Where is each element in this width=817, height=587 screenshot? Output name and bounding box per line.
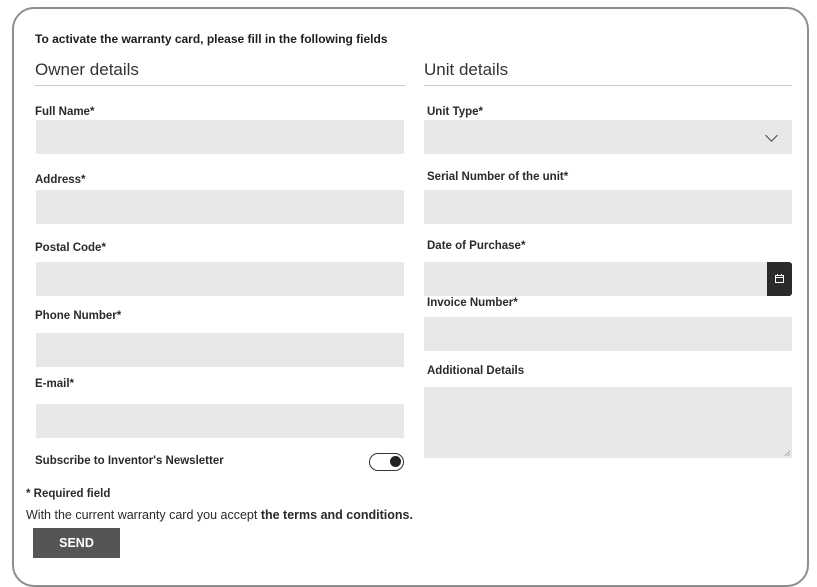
- email-label: E-mail*: [35, 378, 74, 390]
- required-field-note: * Required field: [26, 488, 111, 500]
- address-input[interactable]: [36, 190, 404, 224]
- newsletter-toggle[interactable]: [369, 453, 404, 471]
- postal-code-input[interactable]: [36, 262, 404, 296]
- unit-type-select[interactable]: [424, 120, 792, 154]
- chevron-down-icon: [765, 129, 778, 142]
- address-label: Address*: [35, 174, 86, 186]
- phone-number-input[interactable]: [36, 333, 404, 367]
- full-name-input[interactable]: [36, 120, 404, 154]
- date-of-purchase-input[interactable]: [424, 262, 767, 296]
- unit-type-label: Unit Type*: [427, 106, 484, 118]
- owner-details-title: Owner details: [35, 60, 139, 79]
- additional-details-label: Additional Details: [427, 365, 525, 377]
- unit-details-title: Unit details: [424, 60, 509, 79]
- terms-link[interactable]: the terms and conditions.: [260, 508, 413, 522]
- form-intro: To activate the warranty card, please fill in the following fields: [35, 32, 388, 46]
- phone-number-label: Phone Number*: [35, 310, 122, 322]
- postal-code-label: Postal Code*: [35, 242, 106, 254]
- date-of-purchase-label: Date of Purchase*: [427, 240, 526, 252]
- calendar-icon: [775, 274, 784, 283]
- send-button[interactable]: SEND: [33, 528, 120, 558]
- toggle-knob: [390, 456, 401, 467]
- owner-details-divider: [35, 85, 405, 86]
- warranty-form-card: [12, 7, 809, 587]
- serial-number-input[interactable]: [424, 190, 792, 224]
- additional-details-textarea[interactable]: [424, 387, 792, 458]
- resize-handle[interactable]: [784, 450, 790, 456]
- additional-details-wrapper: [424, 387, 792, 458]
- terms-text: [26, 508, 413, 522]
- email-input[interactable]: [36, 404, 404, 438]
- invoice-number-label: Invoice Number*: [427, 297, 518, 309]
- serial-number-label: Serial Number of the unit*: [427, 171, 569, 183]
- terms-prefix: With the current warranty card you accept: [26, 508, 261, 522]
- full-name-label: Full Name*: [35, 106, 95, 118]
- newsletter-label: Subscribe to Inventor's Newsletter: [35, 455, 224, 467]
- invoice-number-input[interactable]: [424, 317, 792, 351]
- unit-details-divider: [424, 85, 792, 86]
- date-picker-button[interactable]: [767, 262, 792, 296]
